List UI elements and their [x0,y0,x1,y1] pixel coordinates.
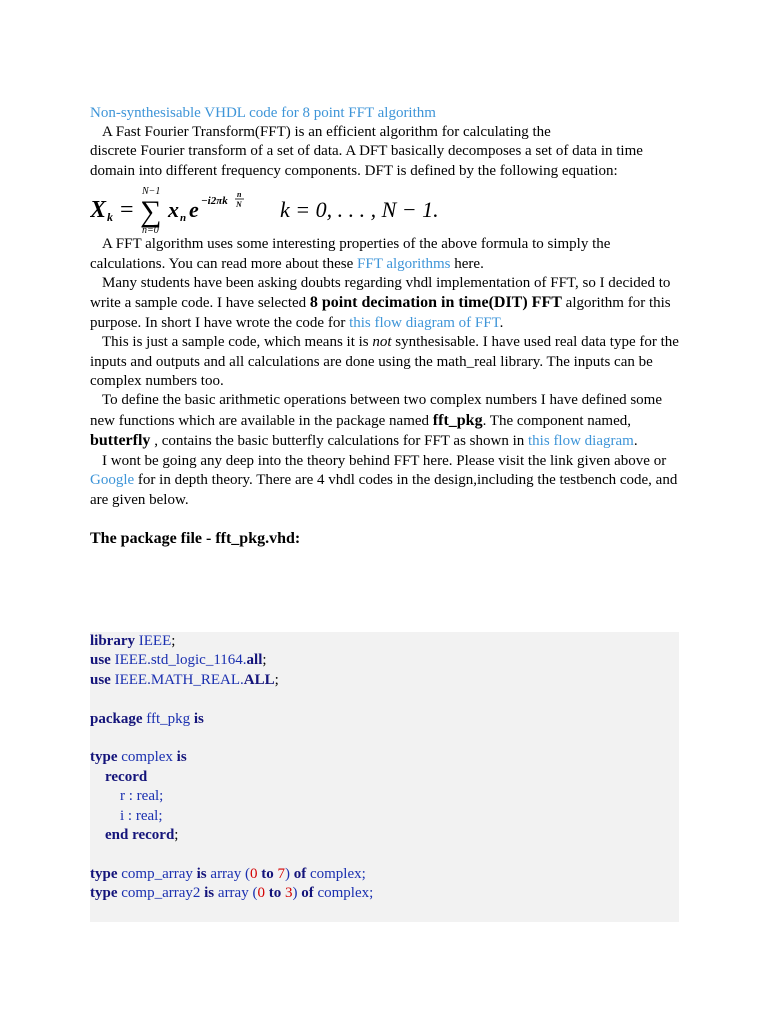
eq-lhs: X [90,197,107,224]
link-flow-diagram-fft[interactable]: this flow diagram of FFT [349,314,500,331]
code-kw: use [90,652,111,669]
para4-text: This is just a sample code, which means it is [102,334,373,351]
eq-exp-num: n [237,190,242,200]
code-kw: type [90,885,118,902]
dft-equation [90,183,686,233]
paragraph-students [90,274,686,333]
intro-line1: A Fast Fourier Transform(FFT) is an efficient algorithm for calculating the [102,124,551,140]
code-token: comp_array2 [117,885,205,902]
para3-text: Many students have been asking doubts regarding vhdl implementation of FFT, so I decided to write a sample code. I have selected [90,275,671,312]
link-fft-algorithms[interactable]: FFT algorithms [357,255,451,272]
code-kw: package [90,710,143,727]
code-kw: all [246,652,263,669]
code-kw: to [257,865,278,882]
code-token: r : real; [120,788,164,805]
code-kw: type [90,865,118,882]
eq-sum-bottom: n=0 [142,225,159,234]
code-kw: to [264,885,285,902]
article [90,104,686,549]
para6-text-end: for in depth theory. There are 4 vhdl codes in the design,including the testbench code, and are given below. [90,472,678,508]
para4-text-end: synthesisable. I have used real data type for the inputs and outputs and all calculations are done using the math_real library. The inputs can be complex numbers too. [90,334,679,390]
code-kw: record [105,768,148,785]
code-token: fft_pkg [142,710,194,727]
dft-equation-svg [90,183,450,233]
code-token: ) [284,865,294,882]
code-kw: of [301,885,314,902]
para6-text: I wont be going any deep into the theory behind FFT here. Please visit the link given above or [102,452,667,469]
para5-text-mid2: , contains the basic butterfly calculations for FFT as shown in [150,433,529,450]
code-token: complex [117,749,177,766]
code-kw: ALL [243,671,275,688]
para5-bold-butterfly: butterfly [90,432,151,450]
code-kw: use [90,671,111,688]
code-token: complex; [306,865,366,882]
code-token: array ( [214,885,258,902]
intro-paragraph [90,123,686,181]
paragraph-arithmetic [90,391,686,451]
para3-bold: 8 point decimation in time(DIT) FFT [309,294,562,312]
link-flow-diagram[interactable]: this flow diagram [528,433,634,450]
eq-lhs-sub: k [107,210,113,225]
para2-text: A FFT algorithm uses some interesting properties of the above formula to simply the calculations. You can read more about these [90,236,611,272]
eq-exponent: −i2πk [201,195,228,208]
code-token: IEEE.MATH_REAL. [110,671,244,688]
para3-text-mid: algorithm for this purpose. In short I have wrote the code for [90,295,671,331]
code-kw: is [176,749,187,766]
code-kw: is [204,885,215,902]
paragraph-fft-algorithms [90,235,686,274]
para3-text-end: . [499,314,504,331]
paragraph-sample-code [90,333,686,391]
eq-exp-den: N [236,200,242,210]
code-token: complex; [313,885,374,902]
code-token: IEEE.std_logic_1164. [110,652,247,669]
code-kw: of [293,865,307,882]
code-token: i : real; [120,807,163,824]
code-num: 7 [277,865,285,882]
code-num: 0 [257,885,265,902]
intro-line2: discrete Fourier transform of a set of data. A DFT basically decomposes a set of data in time domain into different frequency components. DFT is defined by the following equation: [90,143,643,179]
eq-exp-base: e [189,197,199,223]
para5-text-mid: . The component named, [482,412,631,429]
paragraph-theory [90,452,686,510]
eq-sigma: ∑ [140,195,162,229]
eq-range: k = 0, . . . , N − 1. [280,197,439,223]
code-kw: type [90,749,118,766]
code-token: comp_array [117,865,197,882]
para5-text-end: . [633,433,638,450]
para2-text-end: here. [450,255,484,272]
eq-sum-top: N−1 [142,186,161,198]
eq-equals: = [120,197,134,224]
para5-bold-pkg: fft_pkg [432,411,483,429]
link-google[interactable]: Google [90,472,135,489]
code-text: library IEEE; use IEEE.std_logic_1164.all; use IEEE.MATH_REAL.ALL; package fft_pkg is type complex is record r : real; i : real; end record; type comp_array is array (0 to 7) of complex; type comp_array2 is array (0 to 3) of complex; [90,633,374,902]
para5-text: To define the basic arithmetic operations between two complex numbers I have defined some new functions which are available in the package named [90,392,663,429]
code-kw: is [193,710,204,727]
article-title[interactable]: Non-synthesisable VHDL code for 8 point FFT algorithm [90,105,436,121]
section-heading-package: The package file - fft_pkg.vhd: [90,529,301,547]
code-num: 3 [284,885,293,902]
eq-term-sub: n [180,212,187,225]
code-token: ) [292,885,302,902]
code-kw: is [196,865,207,882]
code-token: IEEE [135,633,172,649]
code-token: array ( [206,865,250,882]
code-num: 0 [249,865,258,882]
para4-italic: not [372,334,392,351]
code-kw: end record [105,827,175,844]
code-block [90,632,679,922]
code-kw: library [90,633,135,649]
eq-term: x [168,197,179,223]
